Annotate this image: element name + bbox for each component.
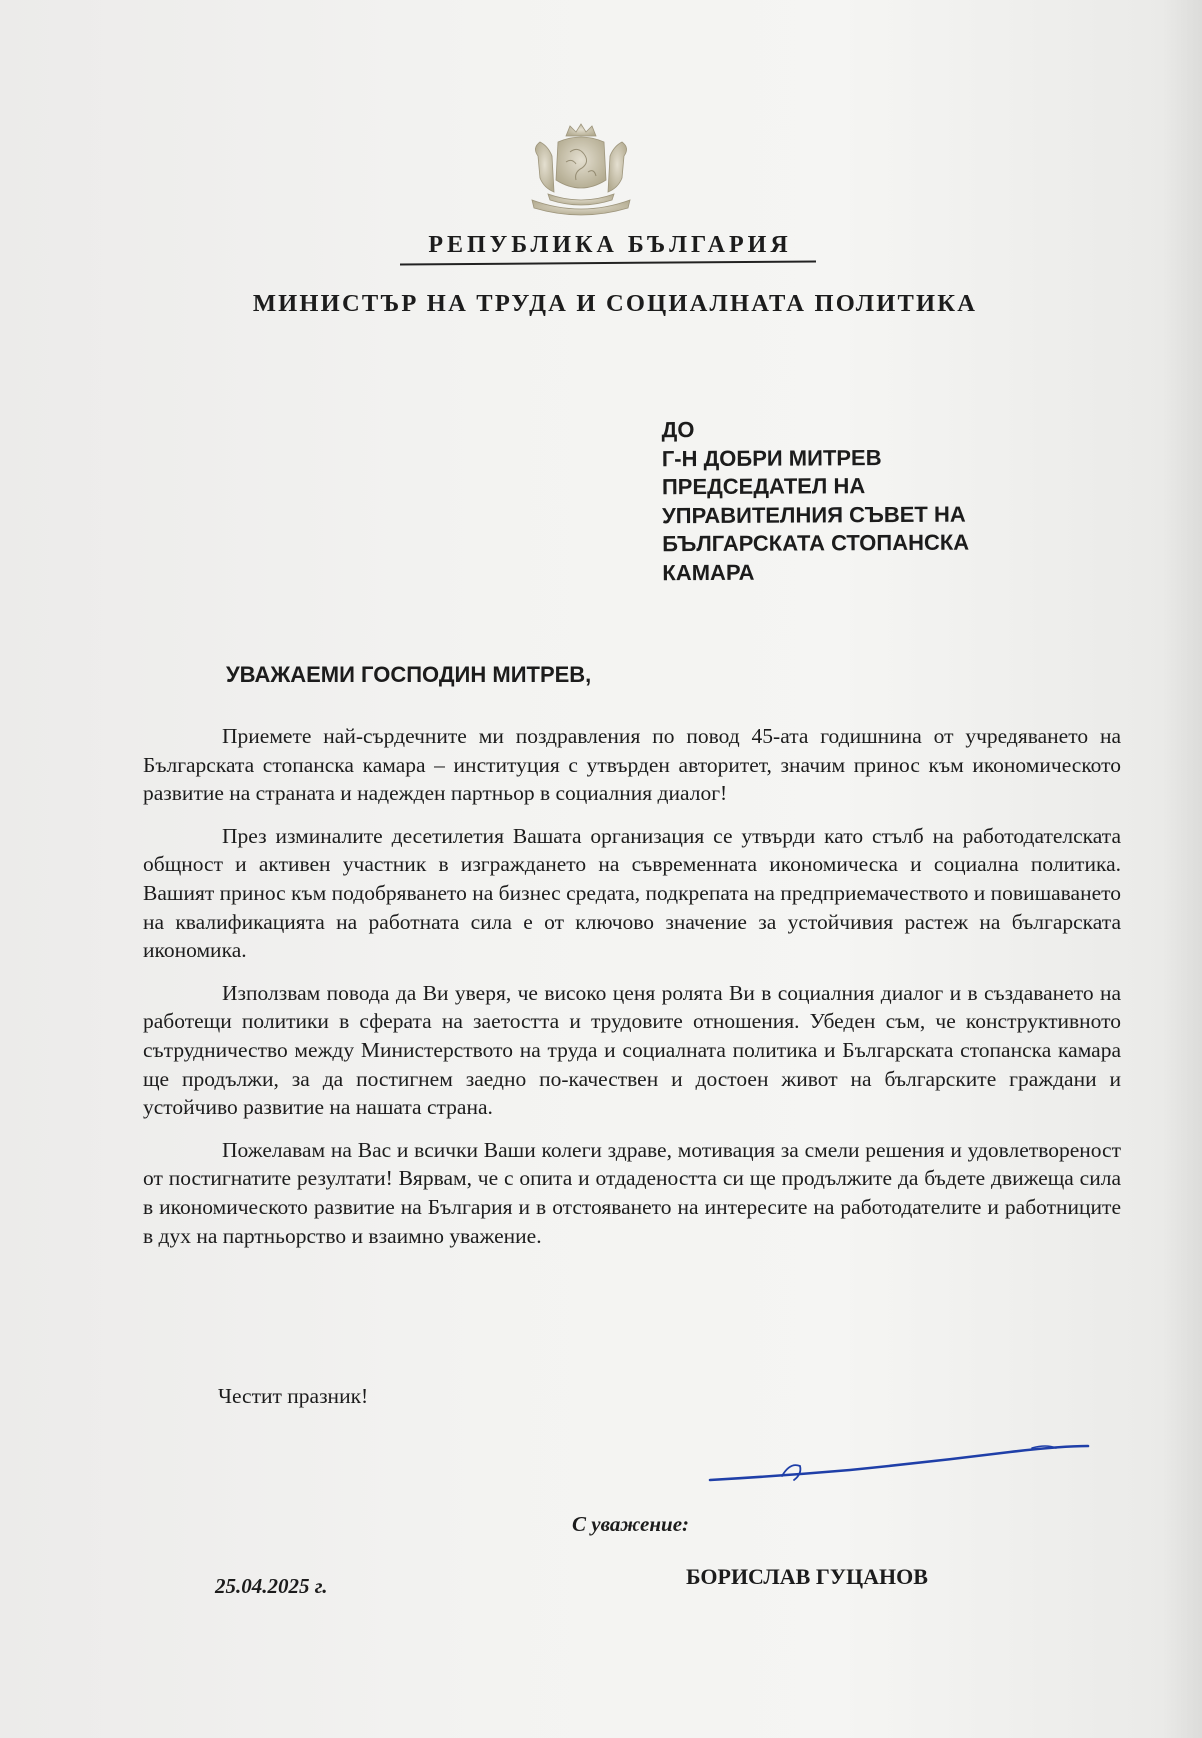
signer-name: БОРИСЛАВ ГУЦАНОВ: [686, 1564, 928, 1589]
paragraph: През изминалите десетилетия Вашата организация се утвърди като стълб на работодателската общност и активен участник в изграждането на съвременната икономическа и социална политика. Вашият принос към подобряването на бизнес средата, подкрепата на предприемачеството и повишаването на квалификацията на работната сила е от ключово значение за устойчивия растеж на българската икономика.: [143, 823, 1121, 963]
address-line: Г-Н ДОБРИ МИТРЕВ: [661, 444, 882, 471]
handwritten-signature: [700, 1418, 1100, 1498]
address-line: БЪЛГАРСКАТА СТОПАНСКА: [662, 529, 970, 557]
coat-of-arms-crest: [518, 122, 644, 220]
address-line: УПРАВИТЕЛНИЯ СЪВЕТ НА: [662, 501, 966, 528]
addressee-block: [662, 414, 1133, 587]
header-underline: [400, 261, 816, 266]
salutation: УВАЖАЕМИ ГОСПОДИН МИТРЕВ,: [226, 662, 592, 687]
paper-edge-shadow: [1162, 0, 1202, 1738]
address-line: КАМАРА: [662, 559, 755, 585]
paragraph: Използвам повода да Ви уверя, че високо ценя ролята Ви в социалния диалог и в създаването на работещи политики в сферата на заетостта и трудовите отношения. Убеден съм, че конструктивното сътрудничество между Министерството на труда и социалната политика и Българската стопанска камара ще продължи, за да постигнем заедно по-качествен и достоен живот на българските граждани и устойчиво развитие на нашата страна.: [143, 980, 1121, 1120]
paragraph: Приемете най-сърдечните ми поздравления по повод 45-ата годишнина от учредяването на Българската стопанска камара – институция с утвърден авторитет, значим принос към икономическото развитие на страната и надежден партньор в социалния диалог!: [143, 724, 1121, 806]
header-republic: РЕПУБЛИКА БЪЛГАРИЯ: [428, 232, 792, 258]
address-line: ПРЕДСЕДАТЕЛ НА: [661, 473, 866, 500]
letter-body: [143, 722, 1121, 1264]
closing-line: Честит празник!: [218, 1384, 369, 1408]
address-line: ДО: [661, 417, 695, 443]
regards-label: С уважение:: [572, 1512, 690, 1536]
letter-date: 25.04.2025 г.: [215, 1574, 328, 1598]
paragraph: Пожелавам на Вас и всички Ваши колеги здраве, мотивация за смели решения и удовлетвореност от постигнатите резултати! Вярвам, че с опита и отдадеността си ще продължите да бъдете движеща сила в икономическото развитие на България и в отстояването на интересите на работодателите и работниците в дух на партньорство и взаимно уважение.: [143, 1137, 1121, 1248]
header-minister: МИНИСТЪР НА ТРУДА И СОЦИАЛНАТА ПОЛИТИКА: [252, 290, 978, 317]
